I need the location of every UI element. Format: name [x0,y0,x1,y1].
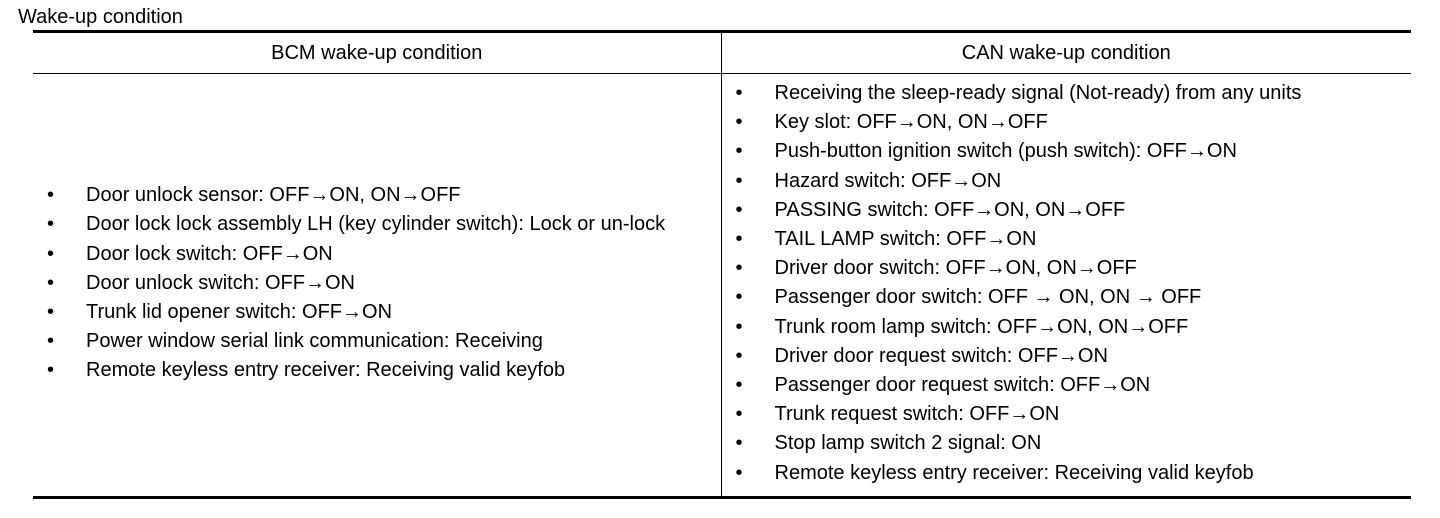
list-item: • Door lock lock assembly LH (key cylinder switch): Lock or un-lock [47,210,706,239]
list-item: • Stop lamp switch 2 signal: ON [736,429,1412,458]
list-item: • TAIL LAMP switch: OFF→ON [736,225,1412,254]
bcm-column-header: BCM wake-up condition [33,32,721,74]
list-item: • PASSING switch: OFF→ON, ON→OFF [736,196,1412,225]
can-column-header: CAN wake-up condition [721,32,1411,74]
list-item: • Door unlock sensor: OFF→ON, ON→OFF [47,181,721,210]
list-item: • Driver door request switch: OFF→ON [736,342,1412,371]
list-item: • Door lock switch: OFF→ON [47,240,721,269]
bcm-condition-list [33,181,721,385]
table-header-row [33,32,1411,74]
list-item: • Trunk lid opener switch: OFF→ON [47,298,721,327]
list-item: • Remote keyless entry receiver: Receiving valid keyfob [736,459,1412,488]
list-item: • Push-button ignition switch (push switch): OFF→ON [736,137,1412,166]
list-item: • Receiving the sleep-ready signal (Not-ready) from any units [736,79,1412,108]
table-caption: Wake-up condition [18,6,183,28]
list-item: • Trunk room lamp switch: OFF→ON, ON→OFF [736,313,1412,342]
bcm-conditions-cell [33,74,721,498]
list-item: • Power window serial link communication: Receiving [47,327,721,356]
list-item: • Key slot: OFF→ON, ON→OFF [736,108,1412,137]
wake-up-condition-table [33,30,1411,499]
list-item: • Passenger door request switch: OFF→ON [736,371,1412,400]
can-condition-list [722,79,1412,488]
list-item: • Hazard switch: OFF→ON [736,167,1412,196]
list-item: • Door unlock switch: OFF→ON [47,269,721,298]
table-row [33,74,1411,498]
list-item: • Remote keyless entry receiver: Receiving valid keyfob [47,356,721,385]
can-conditions-cell [721,74,1411,498]
list-item: • Passenger door switch: OFF → ON, ON → OFF [736,283,1412,312]
list-item: • Trunk request switch: OFF→ON [736,400,1412,429]
list-item: • Driver door switch: OFF→ON, ON→OFF [736,254,1412,283]
